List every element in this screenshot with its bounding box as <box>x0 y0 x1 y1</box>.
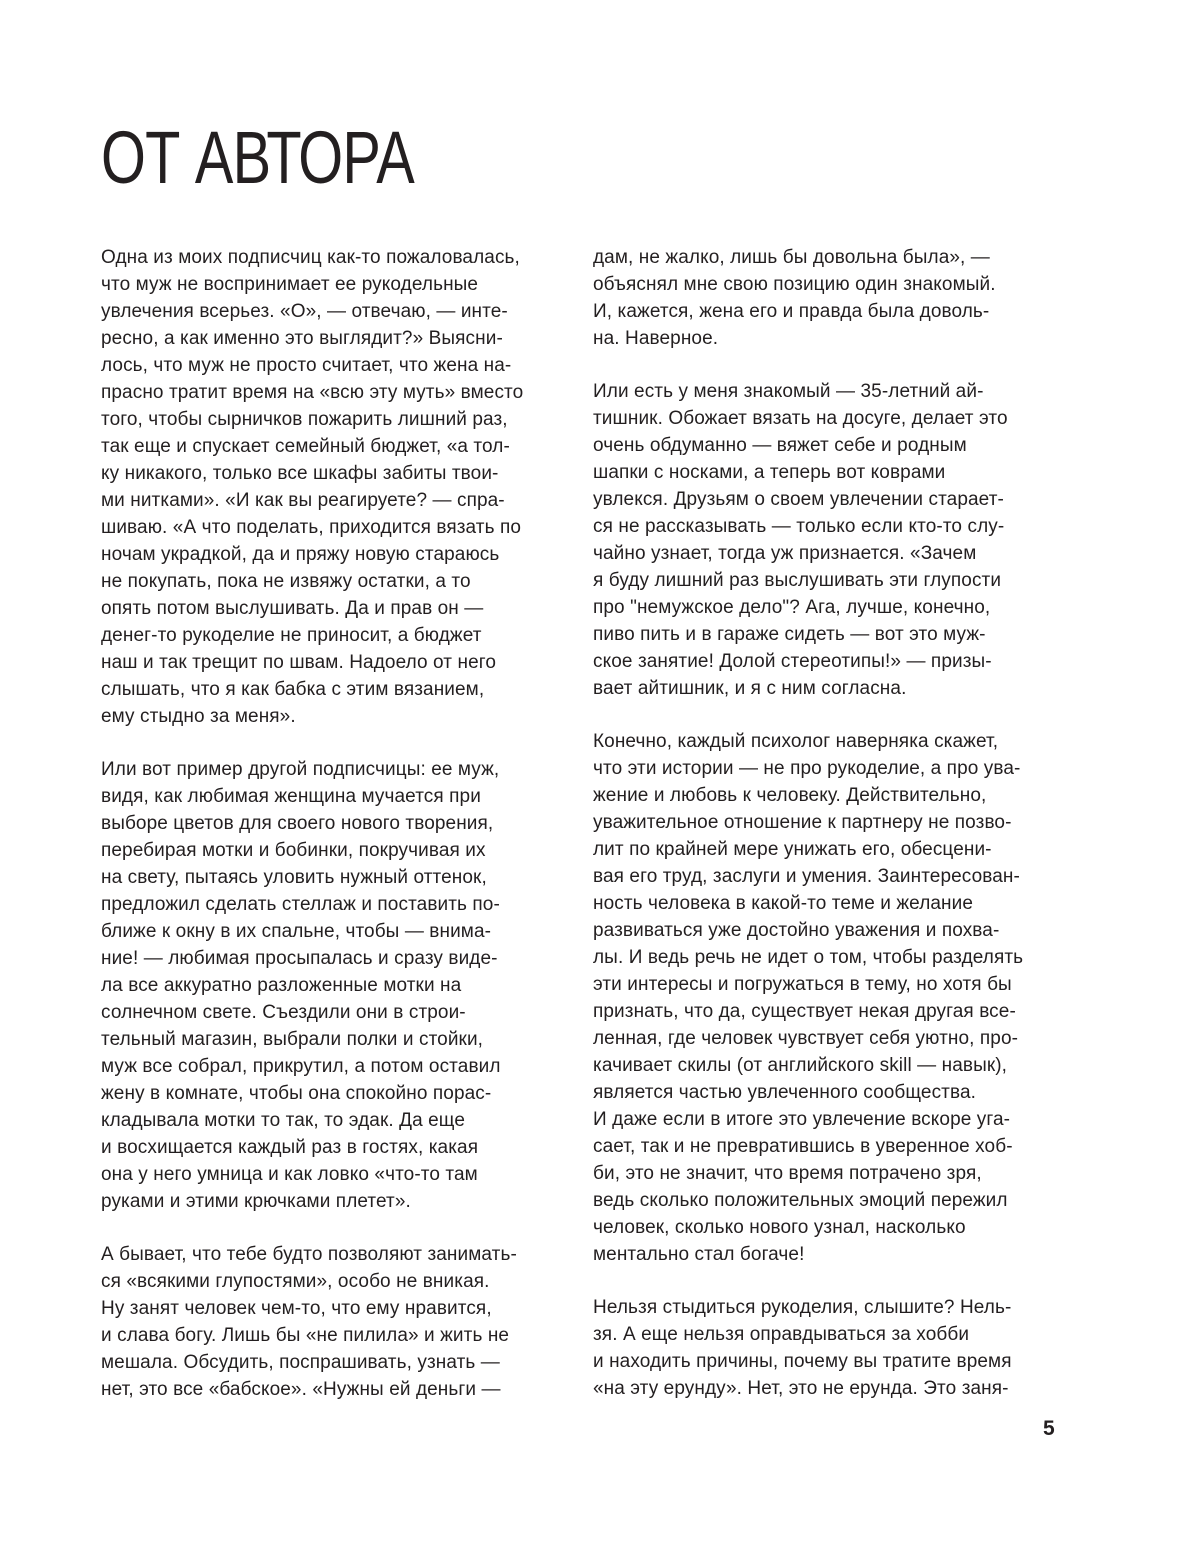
text-line: ментально стал богаче! <box>593 1244 805 1265</box>
text-line: ресно, а как именно это выглядит?» Выясни- <box>101 328 503 349</box>
text-line: тишник. Обожает вязать на досуге, делает это <box>593 408 1008 429</box>
text-line: шапки с носками, а теперь вот коврами <box>593 462 946 483</box>
text-line: про "немужское дело"? Ага, лучше, конечно, <box>593 597 991 618</box>
text-line: человек, сколько нового узнал, насколько <box>593 1217 966 1238</box>
text-line: Нельзя стыдиться рукоделия, слышите? Нель- <box>593 1297 1012 1318</box>
text-line: слышать, что я как бабка с этим вязанием, <box>101 679 485 700</box>
text-line: ся «всякими глупостями», особо не вникая. <box>101 1271 490 1292</box>
text-line: Или есть у меня знакомый — 35-летний ай- <box>593 381 984 402</box>
text-line: жение и любовь к человеку. Действительно, <box>593 785 987 806</box>
paragraph-gap <box>101 730 571 756</box>
text-line: качивает скилы (от английского skill — навык), <box>593 1055 1008 1076</box>
text-line: ся не рассказывать — только если кто-то слу- <box>593 516 1005 537</box>
text-line: того, чтобы сырничков пожарить лишний раз, <box>101 409 508 430</box>
paragraph <box>593 378 1063 702</box>
text-line: что эти истории — не про рукоделие, а про ува- <box>593 758 1021 779</box>
text-line: кладывала мотки то так, то эдак. Да еще <box>101 1110 465 1131</box>
text-line: би, это не значит, что время потрачено зря, <box>593 1163 982 1184</box>
text-line: и слава богу. Лишь бы «не пилила» и жить не <box>101 1325 510 1346</box>
text-line: солнечном свете. Съездили они в строи- <box>101 1002 466 1023</box>
text-line: предложил сделать стеллаж и поставить по- <box>101 894 500 915</box>
paragraph <box>101 244 571 730</box>
page-title: ОТ АВТОРА <box>101 116 415 199</box>
text-line: дам, не жалко, лишь бы довольна была», — <box>593 247 990 268</box>
text-line: объяснял мне свою позицию один знакомый. <box>593 274 996 295</box>
text-line: А бывает, что тебе будто позволяют занимать- <box>101 1244 517 1265</box>
text-line: нет, это все «бабское». «Нужны ей деньги — <box>101 1379 501 1400</box>
paragraph <box>101 1241 571 1403</box>
text-line: ку никакого, только все шкафы забиты твои- <box>101 463 499 484</box>
text-line: выборе цветов для своего нового творения, <box>101 813 494 834</box>
text-line: муж все собрал, прикрутил, а потом оставил <box>101 1056 501 1077</box>
text-line: ми нитками». «И как вы реагируете? — спра- <box>101 490 505 511</box>
page-number: 5 <box>1043 1417 1055 1440</box>
paragraph <box>593 1294 1063 1402</box>
text-line: «на эту ерунду». Нет, это не ерунда. Это заня- <box>593 1378 1009 1399</box>
text-line: опять потом выслушивать. Да и прав он — <box>101 598 484 619</box>
text-line: И даже если в итоге это увлечение вскоре уга- <box>593 1109 1011 1130</box>
text-line: видя, как любимая женщина мучается при <box>101 786 481 807</box>
text-line: Ну занят человек чем-то, что ему нравится, <box>101 1298 492 1319</box>
text-line: ское занятие! Долой стереотипы!» — призы- <box>593 651 992 672</box>
left-column <box>101 244 571 1403</box>
text-line: ему стыдно за меня». <box>101 706 296 727</box>
text-line: что муж не воспринимает ее рукодельные <box>101 274 479 295</box>
text-line: и находить причины, почему вы тратите время <box>593 1351 1012 1372</box>
text-line: перебирая мотки и бобинки, покручивая их <box>101 840 486 861</box>
text-line: эти интересы и погружаться в тему, но хотя бы <box>593 974 1012 995</box>
text-line: является частью увлеченного сообщества. <box>593 1082 977 1103</box>
text-line: пиво пить и в гараже сидеть — вот это муж- <box>593 624 986 645</box>
text-line: и восхищается каждый раз в гостях, какая <box>101 1137 479 1158</box>
text-line: ность человека в какой-то теме и желание <box>593 893 974 914</box>
text-line: руками и этими крючками плетет». <box>101 1191 411 1212</box>
text-line: лы. И ведь речь не идет о том, чтобы разделять <box>593 947 1024 968</box>
paragraph <box>593 244 1063 352</box>
paragraph <box>101 756 571 1215</box>
paragraph-gap <box>593 352 1063 378</box>
text-line: сает, так и не превратившись в уверенное хоб- <box>593 1136 1013 1157</box>
text-line: тельный магазин, выбрали полки и стойки, <box>101 1029 484 1050</box>
text-line: И, кажется, жена его и правда была доволь- <box>593 301 990 322</box>
text-line: ла все аккуратно разложенные мотки на <box>101 975 462 996</box>
text-line: на свету, пытаясь уловить нужный оттенок, <box>101 867 487 888</box>
text-line: на. Наверное. <box>593 328 719 349</box>
text-line: прасно тратит время на «всю эту муть» вместо <box>101 382 524 403</box>
text-line: увлечения всерьез. «О», — отвечаю, — инте- <box>101 301 508 322</box>
text-line: признать, что да, существует некая другая все- <box>593 1001 1016 1022</box>
text-line: ночам украдкой, да и пряжу новую стараюсь <box>101 544 500 565</box>
text-line: я буду лишний раз выслушивать эти глупости <box>593 570 1002 591</box>
text-line: лось, что муж не просто считает, что жена на- <box>101 355 512 376</box>
paragraph-gap <box>101 1215 571 1241</box>
text-line: ние! — любимая просыпалась и сразу виде- <box>101 948 498 969</box>
text-line: чайно узнает, тогда уж признается. «Зачем <box>593 543 977 564</box>
text-line: ленная, где человек чувствует себя уютно, про- <box>593 1028 1019 1049</box>
text-line: развиваться уже достойно уважения и похва- <box>593 920 1000 941</box>
text-line: Или вот пример другой подписчицы: ее муж, <box>101 759 500 780</box>
text-line: вает айтишник, и я с ним согласна. <box>593 678 907 699</box>
paragraph-gap <box>593 702 1063 728</box>
text-line: не покупать, пока не извяжу остатки, а то <box>101 571 471 592</box>
text-line: ближе к окну в их спальне, чтобы — внима- <box>101 921 492 942</box>
paragraph <box>593 728 1063 1268</box>
text-line: Конечно, каждый психолог наверняка скажет, <box>593 731 999 752</box>
text-line: мешала. Обсудить, поспрашивать, узнать — <box>101 1352 500 1373</box>
text-line: Одна из моих подписчиц как-то пожаловалась, <box>101 247 520 268</box>
text-line: зя. А еще нельзя оправдываться за хобби <box>593 1324 970 1345</box>
text-line: увлекся. Друзьям о своем увлечении старает- <box>593 489 1004 510</box>
text-line: шиваю. «А что поделать, приходится вязать по <box>101 517 522 538</box>
right-column <box>593 244 1063 1402</box>
text-line: лит по крайней мере унижать его, обесцени- <box>593 839 992 860</box>
paragraph-gap <box>593 1268 1063 1294</box>
text-line: наш и так трещит по швам. Надоело от него <box>101 652 497 673</box>
text-line: уважительное отношение к партнеру не позво- <box>593 812 1012 833</box>
text-line: вая его труд, заслуги и умения. Заинтересован- <box>593 866 1020 887</box>
text-line: так еще и спускает семейный бюджет, «а тол- <box>101 436 510 457</box>
text-line: очень обдуманно — вяжет себе и родным <box>593 435 967 456</box>
text-line: жену в комнате, чтобы она спокойно порас- <box>101 1083 492 1104</box>
text-line: она у него умница и как ловко «что-то там <box>101 1164 478 1185</box>
text-line: ведь сколько положительных эмоций пережил <box>593 1190 1008 1211</box>
text-line: денег-то рукоделие не приносит, а бюджет <box>101 625 482 646</box>
